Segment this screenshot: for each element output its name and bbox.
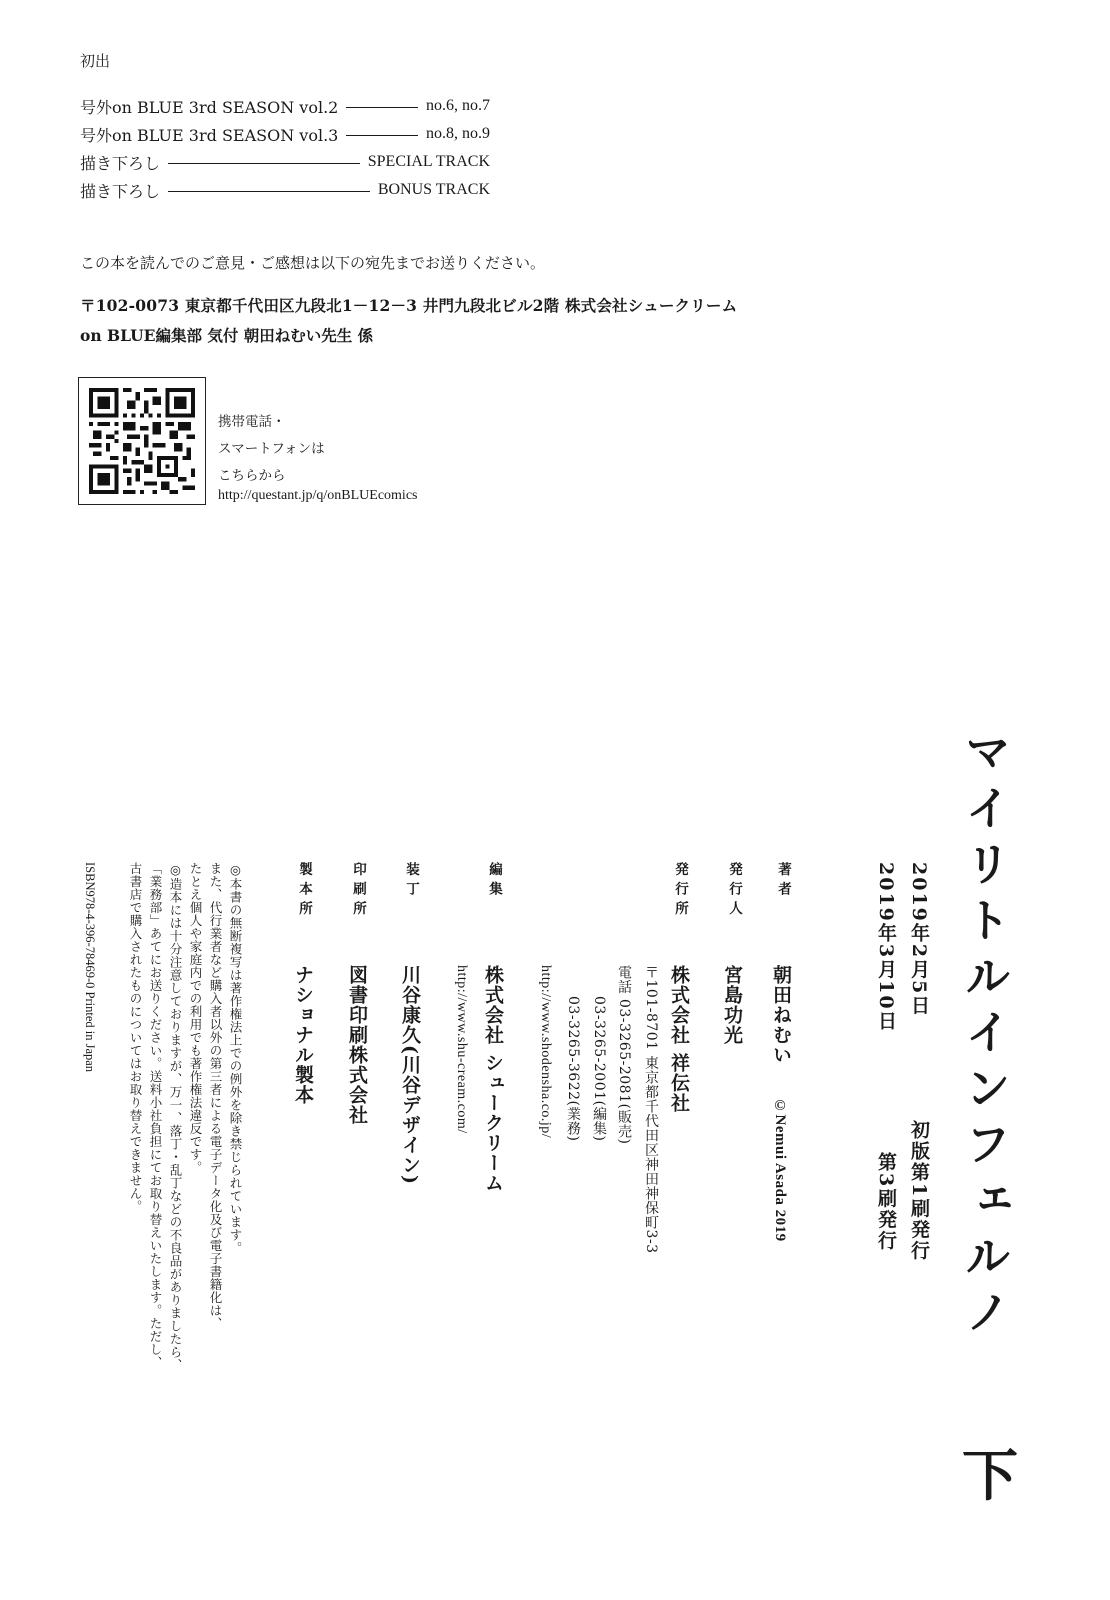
design-label: 装丁 — [403, 862, 419, 901]
editor-url-link[interactable]: http://www.shu-cream.com/ — [454, 965, 469, 1134]
leader-line — [346, 107, 418, 108]
mobile-line: こちらから — [218, 468, 286, 484]
first-publication-row — [80, 94, 490, 118]
qr-code[interactable] — [78, 377, 206, 505]
printer-label: 印刷所 — [350, 862, 366, 921]
designer-name: 川谷康久(川谷デザイン) — [399, 965, 421, 1185]
book-title: マイリトルインフェルノ — [958, 728, 1012, 1344]
volume-label: 下 — [962, 1443, 1018, 1509]
publisher-url-link[interactable]: http://www.shodensha.co.jp/ — [538, 965, 553, 1139]
publisher-address: 〒101-8701 東京都千代田区神田神保町3-3 — [643, 965, 659, 1254]
publication-source: 号外on BLUE 3rd SEASON vol.2 — [80, 97, 339, 117]
publisher-name: 株式会社 祥伝社 — [668, 965, 690, 1113]
third-print-date: 2019年3月10日 — [875, 862, 897, 1032]
first-publication-row — [80, 122, 490, 146]
first-print-label: 初版第1刷発行 — [908, 1120, 930, 1262]
phone-operations: 03-3265-3622(業務) — [565, 996, 581, 1142]
publication-source: 描き下ろし — [80, 153, 161, 173]
publication-episodes: BONUS TRACK — [377, 181, 490, 198]
legal-note-line: 「業務部」あてにお送りください。送料小社負担にてお取り替えいたします。ただし、 — [148, 862, 163, 1369]
publisher-label: 発行所 — [672, 862, 688, 921]
third-print-label: 第3刷発行 — [875, 1152, 897, 1252]
phone-sales: 電話 03-3265-2081(販売) — [616, 965, 632, 1145]
first-publication-heading: 初出 — [80, 52, 111, 70]
legal-note-line: ◎本書の無断複写は著作権法上での例外を除き禁じられています。 — [228, 862, 243, 1255]
mailing-address: 〒102-0073 東京都千代田区九段北1－12－3 井門九段北ビル2階 株式会社シュークリーム — [80, 296, 738, 315]
legal-note-line: たとえ個人や家庭内での利用でも著作権法違反です。 — [188, 862, 203, 1174]
author-label: 著者 — [775, 862, 791, 901]
first-publication-row — [80, 150, 490, 174]
author-name: 朝田ねむい — [770, 965, 792, 1065]
mobile-line: スマートフォンは — [218, 441, 325, 457]
first-print-date: 2019年2月5日 — [908, 862, 930, 1017]
editorial-department: on BLUE編集部 気付 朝田ねむい先生 係 — [80, 326, 374, 345]
publication-source: 描き下ろし — [80, 181, 161, 201]
leader-line — [168, 191, 370, 192]
phone-editorial: 03-3265-2001(編集) — [591, 996, 607, 1142]
editor-label: 編集 — [486, 862, 502, 901]
survey-url-link[interactable]: http://questant.jp/q/onBLUEcomics — [218, 488, 418, 503]
editor-name: 株式会社 シュークリーム — [482, 965, 504, 1193]
qr-code-icon — [89, 388, 195, 494]
leader-line — [168, 163, 360, 164]
leader-line — [346, 135, 418, 136]
isbn: ISBN978-4-396-78469-0 Printed in Japan — [83, 862, 97, 1073]
legal-note-line: ◎造本には十分注意しておりますが、万一、落丁・乱丁などの不良品がありましたら、 — [168, 862, 183, 1372]
copyright: ©Nemui Asada 2019 — [772, 1098, 788, 1242]
binder-label: 製本所 — [296, 862, 312, 921]
mobile-line: 携帯電話・ — [218, 414, 286, 430]
feedback-note: この本を読んでのご意見・ご感想は以下の宛先までお送りください。 — [80, 254, 546, 272]
issuer-name: 宮島功光 — [721, 965, 743, 1045]
first-publication-row — [80, 178, 490, 202]
publication-episodes: SPECIAL TRACK — [367, 153, 490, 170]
printer-name: 図書印刷株式会社 — [346, 965, 368, 1125]
publication-source: 号外on BLUE 3rd SEASON vol.3 — [80, 125, 339, 145]
legal-note-line: また、代行業者など購入者以外の第三者による電子データ化及び電子書籍化は、 — [208, 862, 223, 1330]
publication-episodes: no.6, no.7 — [426, 97, 490, 114]
legal-note-line: 古書店で購入されたものについてはお取り替えできません。 — [128, 862, 143, 1213]
publication-episodes: no.8, no.9 — [426, 125, 490, 142]
issuer-label: 発行人 — [726, 862, 742, 921]
binder-name: ナショナル製本 — [292, 965, 314, 1105]
